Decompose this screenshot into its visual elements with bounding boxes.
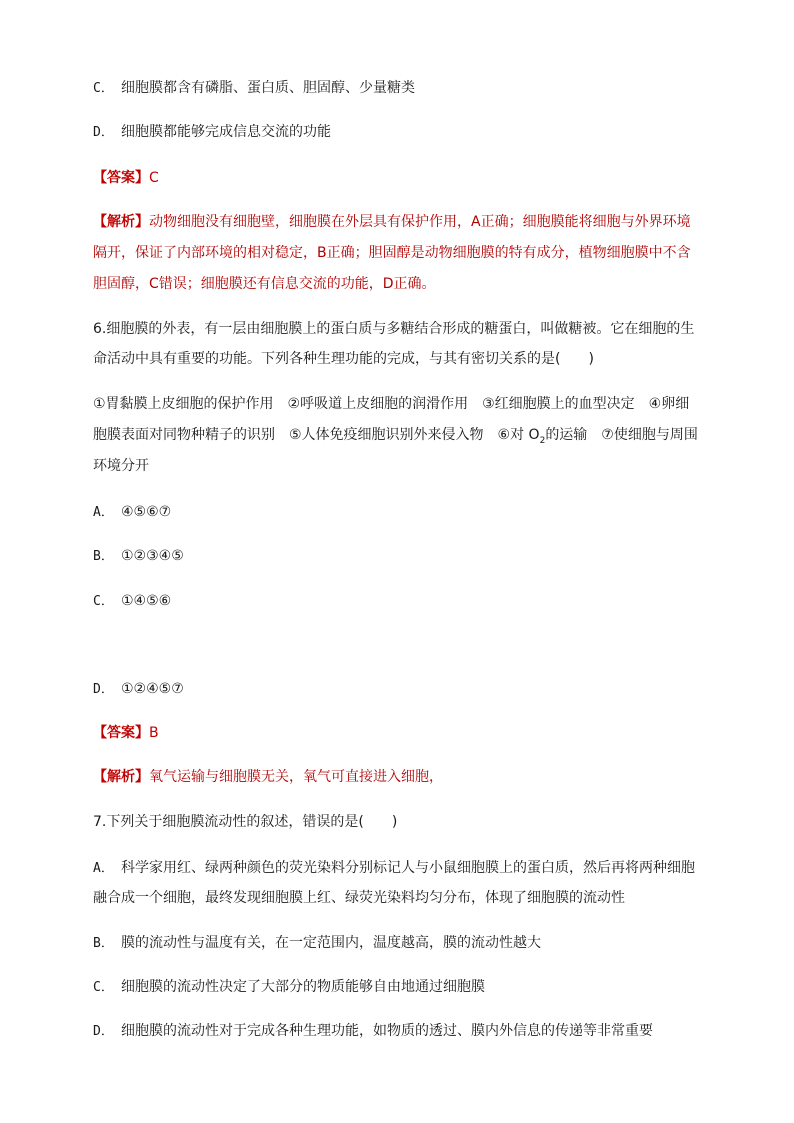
option-text: 细胞膜都能够完成信息交流的功能 <box>121 124 331 140</box>
option-letter: D． <box>93 125 114 140</box>
option-letter: A． <box>93 505 114 520</box>
option-text: 科学家用红、绿两种颜色的荧光染料分别标记人与小鼠细胞膜上的蛋白质，然后再将两种细胞 <box>121 860 695 876</box>
subscript: 2 <box>539 435 546 446</box>
option-text: 细胞膜都含有磷脂、蛋白质、胆固醇、少量糖类 <box>121 80 415 96</box>
items-text: 环境分开 <box>93 458 149 474</box>
option-text: 细胞膜的流动性决定了大部分的物质能够自由地通过细胞膜 <box>121 979 485 995</box>
option-letter: B． <box>93 549 114 564</box>
q6-option-a <box>93 497 704 528</box>
option-text: ①②③④⑤ <box>121 548 184 564</box>
items-text: 的运输 ⑦使细胞与周围 <box>545 427 698 443</box>
q7-option-c <box>93 972 704 1003</box>
q6-option-b <box>93 541 704 572</box>
analysis-tag: 【解析】 <box>93 769 149 785</box>
answer-value: C <box>149 170 159 186</box>
option-text: ①②④⑤⑦ <box>121 681 184 697</box>
option-letter: A． <box>93 861 114 876</box>
analysis-text: 氧气运输与细胞膜无关，氧气可直接进入细胞， <box>149 769 443 785</box>
q5-answer <box>93 163 704 193</box>
q7-option-a-line-1 <box>93 853 704 884</box>
q6-items-line-3 <box>93 451 704 481</box>
option-letter: C． <box>93 81 114 96</box>
q7-option-a-line-2 <box>93 883 704 913</box>
option-text: ①④⑤⑥ <box>121 593 172 609</box>
q6-analysis <box>93 762 704 792</box>
q7-option-b <box>93 928 704 959</box>
q6-option-c <box>93 586 704 617</box>
option-letter: D． <box>93 682 114 697</box>
q5-analysis-line-1 <box>93 207 704 237</box>
q5-analysis-line-3 <box>93 269 704 299</box>
option-letter: C． <box>93 980 114 995</box>
q5-analysis-line-2 <box>93 238 704 268</box>
analysis-text: 动物细胞没有细胞壁，细胞膜在外层具有保护作用，A正确；细胞膜能将细胞与外界环境 <box>149 214 691 230</box>
q5-option-d <box>93 117 704 148</box>
option-letter: C． <box>93 594 114 609</box>
option-text: ④⑤⑥⑦ <box>121 504 172 520</box>
option-letter: B． <box>93 936 114 951</box>
items-text: ①胃黏膜上皮细胞的保护作用 ②呼吸道上皮细胞的润滑作用 ③红细胞膜上的血型决定 ④卵细 <box>93 396 690 412</box>
q6-option-d <box>93 674 704 705</box>
analysis-text: 胆固醇，C错误；细胞膜还有信息交流的功能，D正确。 <box>93 276 436 292</box>
q6-stem-line-2 <box>93 344 704 374</box>
answer-tag: 【答案】 <box>93 170 149 186</box>
answer-tag: 【答案】 <box>93 725 149 741</box>
items-text: 胞膜表面对同物种精子的识别 ⑤人体免疫细胞识别外来侵入物 ⑥对 O <box>93 427 540 443</box>
analysis-tag: 【解析】 <box>93 214 149 230</box>
answer-value: B <box>149 725 159 741</box>
option-letter: D． <box>93 1024 114 1039</box>
option-text: 膜的流动性与温度有关，在一定范围内，温度越高，膜的流动性越大 <box>121 935 541 951</box>
question-stem: 6.细胞膜的外表，有一层由细胞膜上的蛋白质与多糖结合形成的糖蛋白，叫做糖被。它在细胞的生 <box>93 321 695 337</box>
q7-stem <box>93 807 704 837</box>
q6-items-line-1 <box>93 389 704 419</box>
q7-option-d <box>93 1016 704 1047</box>
q6-stem-line-1 <box>93 314 704 344</box>
analysis-text: 隔开，保证了内部环境的相对稳定，B正确；胆固醇是动物细胞膜的特有成分，植物细胞膜中不含 <box>93 245 691 261</box>
q5-option-c <box>93 73 704 104</box>
question-stem: 7.下列关于细胞膜流动性的叙述，错误的是( ) <box>93 814 398 830</box>
q6-answer <box>93 718 704 748</box>
option-text: 融合成一个细胞，最终发现细胞膜上红、绿荧光染料均匀分布，体现了细胞膜的流动性 <box>93 890 625 906</box>
question-stem: 命活动中具有重要的功能。下列各种生理功能的完成，与其有密切关系的是( ) <box>93 351 594 367</box>
option-text: 细胞膜的流动性对于完成各种生理功能，如物质的透过、膜内外信息的传递等非常重要 <box>121 1023 653 1039</box>
